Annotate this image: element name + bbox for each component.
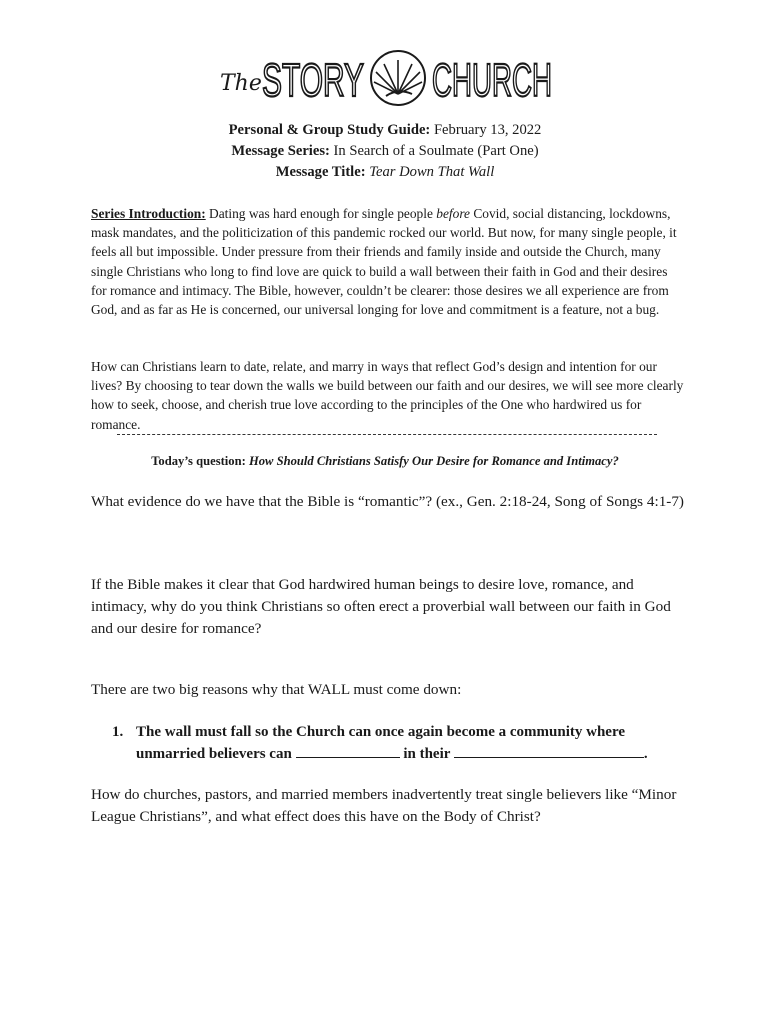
fill-in-blank-1[interactable]	[296, 744, 400, 758]
todays-question-text: How Should Christians Satisfy Our Desire for Romance and Intimacy?	[248, 454, 619, 468]
point-1-text-c: .	[643, 746, 648, 762]
question-4: How do churches, pastors, and married members inadvertently treat single believers like “Minor League Christians”, and what effect does this have on the Body of Christ?	[91, 786, 677, 825]
guide-label: Personal & Group Study Guide:	[228, 122, 431, 138]
series-introduction	[91, 204, 685, 319]
fill-in-blank-2[interactable]	[454, 744, 644, 758]
question-2: If the Bible makes it clear that God hardwired human beings to desire love, romance, and intimacy, why do you think Christians so often erect a proverbial wall between our faith in God and our desire for romance?	[91, 576, 671, 637]
point-1-number: 1.	[112, 724, 124, 740]
point-1-text-b: in their	[399, 746, 454, 762]
intro-emphasis: before	[436, 206, 470, 221]
todays-question-label: Today’s question:	[151, 454, 246, 468]
series-value: In Search of a Soulmate (Part One)	[333, 143, 539, 159]
guide-line	[0, 120, 770, 141]
title-value: Tear Down That Wall	[369, 164, 495, 180]
question-3: There are two big reasons why that WALL must come down:	[91, 681, 462, 698]
question-1: What evidence do we have that the Bible is “romantic”? (ex., Gen. 2:18-24, Song of Songs 4:1-7)	[91, 493, 684, 510]
dashed-divider	[117, 434, 657, 435]
guide-date: February 13, 2022	[433, 122, 542, 138]
logo-story: STORY	[262, 54, 364, 106]
intro-text-a: Dating was hard enough for single people	[205, 206, 437, 221]
logo-church: CHURCH	[432, 54, 552, 106]
intro-text-b: Covid, social distancing, lockdowns, mask mandates, and the politicization of this pandemic rocked our world. But now, for many single people, it feels all but impossible. Under pressure from their friends and family inside and outside the Church, many single Christians who long to find love are quick to build a wall between their faith in God and their desires for romance and intimacy. The Bible, however, couldn’t be clearer: those desires we all experience are from God, and as far as He is concerned, our universal longing for love and commitment is a feature, not a bug.	[91, 206, 677, 318]
title-line	[0, 162, 770, 183]
series-label: Message Series:	[231, 143, 330, 159]
logo-the: The	[220, 71, 262, 96]
series-line	[0, 141, 770, 162]
intro-paragraph-2: How can Christians learn to date, relate, and marry in ways that reflect God’s design and intention for our lives? By choosing to tear down the walls we build between our faith and our desires, we will see more clearly how to seek, choose, and cherish true love according to the principles of the One who hardwired us for romance.	[91, 359, 684, 432]
study-guide-header	[0, 120, 770, 183]
title-label: Message Title:	[275, 164, 366, 180]
story-church-logo	[218, 44, 554, 114]
intro-label: Series Introduction:	[91, 206, 206, 221]
point-1-text-a: The wall must fall so the Church can once again become a community where unmarried believers can	[136, 724, 626, 762]
todays-question	[0, 454, 770, 469]
logo-emblem-icon	[371, 51, 425, 105]
point-1	[112, 721, 692, 765]
